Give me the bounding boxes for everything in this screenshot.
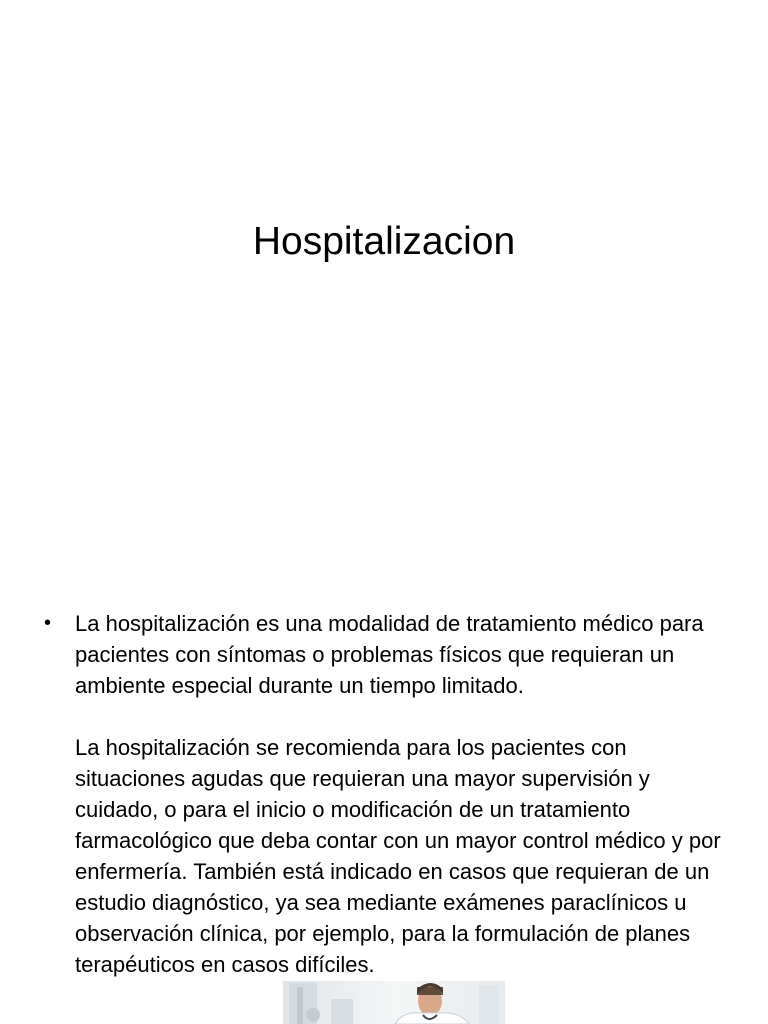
paragraph-definition: La hospitalización es una modalidad de tratamiento médico para pacientes con síntomas o problemas físicos que requieran un ambiente especial durante un tiempo limitado. xyxy=(75,611,704,698)
paragraph-recommendation: La hospitalización se recomienda para los pacientes con situaciones agudas que requieran una mayor supervisión y cuidado, o para el inicio o modificación de un tratamiento farmacológico que deba contar con un mayor control médico y por enfermería. También está indicado en casos que requieran de un estudio diagnóstico, ya sea mediante exámenes paraclínicos u observación clínica, por ejemplo, para la formulación de planes terapéuticos en casos difíciles. xyxy=(75,735,721,977)
doctor-photo xyxy=(283,981,505,1024)
bullet-text xyxy=(75,608,724,980)
slide-title: Hospitalizacion xyxy=(252,220,516,263)
bullet-icon: • xyxy=(44,612,52,634)
slide-content xyxy=(44,608,724,980)
bullet-item xyxy=(44,608,724,980)
